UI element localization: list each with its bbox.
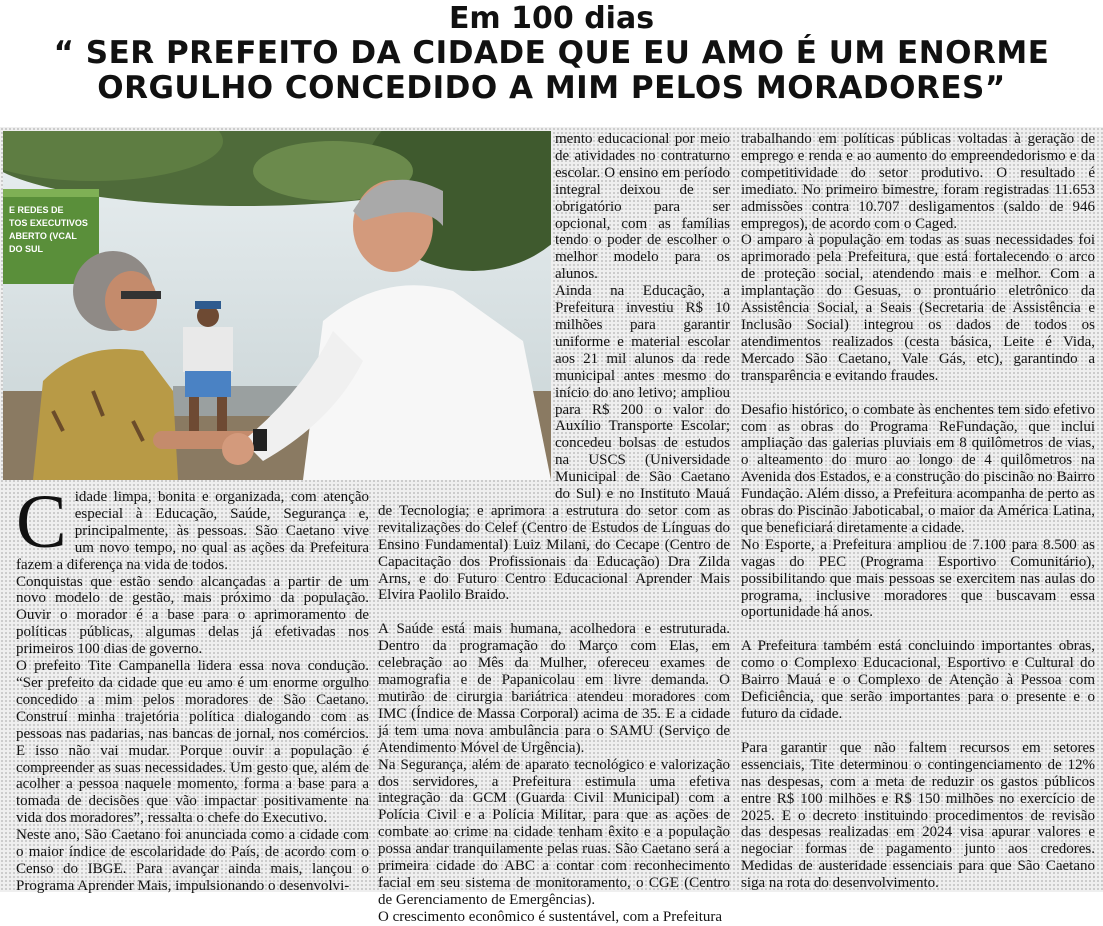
col2-paragraph-3: A Saúde está mais humana, acolhedora e estruturada. Dentro da programação do Março com Elas, em celebração ao Mês da Mulher, ofereceu exames de mamografia e de Papanicolau em livre demanda. O mutirão de cirurgia bariátrica atendeu moradores com IMC (Índice de Massa Corporal) acima de 35. E a cidade já tem uma nova ambulância para o SAMU (Serviço de Atendimento Móvel de Urgência). bbox=[378, 621, 730, 756]
article-header bbox=[0, 0, 1103, 106]
col3-paragraph-4: No Esporte, a Prefeitura ampliou de 7.100 para 8.500 as vagas do PEC (Programa Esportivo Comunitário), possibilitando que mais pessoas se exercitem nas aulas do programa, inclusive moradores que buscavam essa oportunidade há anos. bbox=[741, 536, 1095, 621]
col2-paragraph-4: Na Segurança, além de aparato tecnológico e valorização dos servidores, a Prefeitura estimula uma efetiva integração da GCM (Guarda Civil Municipal) com a Polícia Civil e a Polícia Militar, para que as ações de combate ao crime na cidade tenham êxito e a população possa andar tranquilamente pelas ruas. São Caetano será a primeira cidade do ABC a contar com reconhecimento facial em seu sistema de monitoramento, o CGE (Centro de Gerenciamento de Emergências). bbox=[378, 756, 730, 908]
col1-paragraph-2: Conquistas que estão sendo alcançadas a partir de um novo modelo de gestão, mais próximo da população. Ouvir o morador é a base para o aprimoramento de políticas públicas, algumas delas já efetivadas nos primeiros 100 dias de governo. bbox=[16, 573, 369, 658]
article-column-1 bbox=[16, 480, 369, 895]
banner-line-2: TOS EXECUTIVOS bbox=[9, 218, 88, 228]
col1-paragraph-4: Neste ano, São Caetano foi anunciada como a cidade com o maior índice de escolaridade do País, de acordo com o Censo do IBGE. Para avançar ainda mais, lançou o Programa Aprender Mais, impulsionando o desenvolvi- bbox=[16, 827, 369, 894]
drop-cap: C bbox=[16, 480, 67, 564]
col3-paragraph-6: Para garantir que não faltem recursos em setores essenciais, Tite determinou o contingenciamento de 12% nas despesas, com a meta de reduzir os gastos públicos entre R$ 100 milhões e R$ 150 milhões no exercício de 2025. E o decreto instituindo procedimentos de revisão das despesas realizadas em 2024 visa apurar valores e negociar formas de pagamento junto aos credores. Medidas de austeridade essenciais para que São Caetano siga na rota do desenvolvimento. bbox=[741, 739, 1095, 892]
headline-line-2: ORGULHO CONCEDIDO A MIM PELOS MORADORES” bbox=[97, 70, 1006, 106]
col3-paragraph-2: O amparo à população em todas as suas necessidades foi aprimorado pela Prefeitura, que está fortalecendo o arco de proteção social, atendendo mais e melhor. Com a implantação do Gesuas, o prontuário eletrônico da Assistência Social, a Seais (Secretaria de Assistência e Inclusão Social) integrou os dados de todos os atendimentos realizados (cesta básica, Leite é Vida, Mercado São Caetano, Vale Gás, etc), garantindo a transparência e evitando fraudes. bbox=[741, 232, 1095, 384]
col2-paragraph-2: Ainda na Educação, a Prefeitura investiu R$ 10 milhões para garantir uniforme e material escolar aos 21 mil alunos da rede municipal antes mesmo do início do ano letivo; ampliou para R$ 200 o valor do Auxílio Transporte Escolar; concedeu bolsas de estudos na USCS (Universidade Municipal de São Caetano do Sul) e no Instituto Mauá de Tecnologia; e aprimora a estrutura do setor com as revitalizações do Celef (Centro de Estudos de Línguas do Ensino Fundamental) Luiz Milani, do Cecape (Centro de Capacitação dos Profissionais da Educação) Dra Zilda Arns, e do Futuro Centro Educacional Aprender Mais Elvira Paolilo Braido. bbox=[378, 283, 730, 604]
headline-line-1: “ SER PREFEITO DA CIDADE QUE EU AMO É UM ENORME bbox=[53, 35, 1050, 71]
col1-paragraph-1: idade limpa, bonita e organizada, com atenção especial à Educação, Saúde, Segurança e, principalmente, às pessoas. São Caetano vive um novo tempo, no qual as ações da Prefeitura fazem a diferença na vida de todos. bbox=[16, 489, 369, 573]
col3-paragraph-3: Desafio histórico, o combate às enchentes tem sido efetivo com as obras do Programa ReFundação, que inclui ampliação das galerias pluviais em 8 quilômetros de vias, o alteamento do muro ao longo de 4 quilômetros na Avenida dos Estados, e a construção do piscinão no Bairro Fundação. Além disso, a Prefeitura acompanha de perto as obras do Piscinão Jaboticabal, o maior da América Latina, que beneficiará diretamente a cidade. bbox=[741, 401, 1095, 536]
col2-paragraph-1: mento educacional por meio de atividades no contraturno escolar. O ensino em período integral deixou de ser obrigatório para ser opcional, com as famílias tendo o poder de escolher o melhor modelo para os alunos. bbox=[555, 131, 730, 283]
article-kicker: Em 100 dias bbox=[448, 1, 655, 36]
banner-line-3: ABERTO (VCAL bbox=[9, 231, 77, 241]
article-headline bbox=[0, 36, 1103, 106]
col2-paragraph-5: O crescimento econômico é sustentável, com a Prefeitura bbox=[378, 908, 723, 925]
col3-paragraph-5: A Prefeitura também está concluindo importantes obras, como o Complexo Educacional, Esportivo e Cultural do Bairro Mauá e o Complexo de Atenção à Pessoa com Deficiência, que serão importantes para o presente e o futuro da cidade. bbox=[741, 638, 1095, 722]
banner-line-1: E REDES DE bbox=[9, 205, 64, 215]
col1-paragraph-3: O prefeito Tite Campanella lidera essa nova condução. “Ser prefeito da cidade que eu amo é um enorme orgulho concedido a mim pelos moradores de São Caetano. Construí minha trajetória política dialogando com as pessoas nas padarias, nas bancas de jornal, nos comércios. E isso não vai mudar. Porque ouvir a população é compreender as suas necessidades. Um gesto que, além de acolher a pessoa naquele momento, forma a base para a tomada de decisões que vão impactar positivamente na vida dos moradores”, ressalta o chefe do Executivo. bbox=[16, 658, 369, 827]
photo-wrap-spacer bbox=[378, 131, 555, 487]
article-column-2 bbox=[378, 131, 730, 926]
col3-paragraph-1: trabalhando em políticas públicas voltadas à geração de emprego e renda e ao aumento do empreendedorismo e da competitividade do setor produtivo. O resultado é imediato. No primeiro bimestre, foram registradas 11.653 admissões contra 10.707 desligamentos (saldo de 946 empregos), de acordo com o Caged. bbox=[741, 131, 1095, 232]
article-column-3 bbox=[741, 131, 1095, 892]
banner-line-4: DO SUL bbox=[9, 244, 44, 254]
